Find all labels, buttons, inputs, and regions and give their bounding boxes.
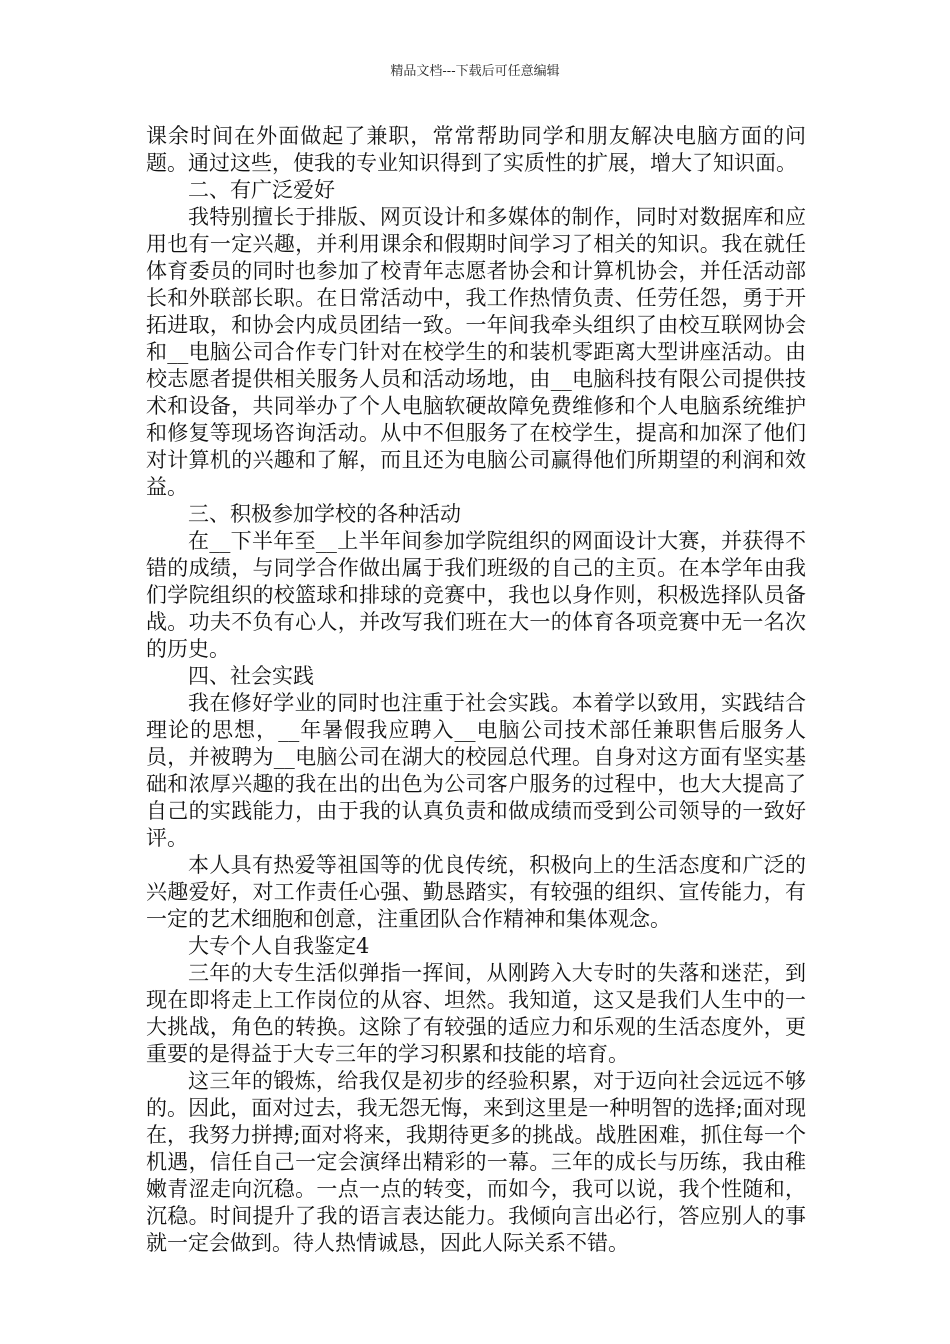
paragraph-continuation: 课余时间在外面做起了兼职，常常帮助同学和朋友解决电脑方面的问题。通过这些，使我的专业知识得到了实质性的扩展，增大了知识面。	[146, 124, 806, 175]
section-heading-self-evaluation-4: 大专个人自我鉴定4	[188, 934, 370, 958]
section-heading-school-activities: 三、积极参加学校的各种活动	[188, 502, 461, 526]
paragraph: 我在修好学业的同时也注重于社会实践。本着学以致用，实践结合理论的思想，__年暑假我应聘入__电脑公司技术部任兼职售后服务人员，并被聘为__电脑公司在湖大的校园总代理。自身对这方面有坚实基础和浓厚兴趣的我在出的出色为公司客户服务的过程中，也大大提高了自己的实践能力，由于我的认真负责和做成绩而受到公司领导的一致好评。	[146, 691, 806, 850]
section-heading-social-practice: 四、社会实践	[188, 664, 314, 688]
page-header: 精品文档---下载后可任意编辑	[390, 64, 560, 79]
paragraph: 这三年的锻炼，给我仅是初步的经验积累，对于迈向社会远远不够的。因此，面对过去，我无怨无悔，来到这里是一种明智的选择;面对现在，我努力拼搏;面对将来，我期待更多的挑战。战胜困难，抓住每一个机遇，信任自己一定会演绎出精彩的一幕。三年的成长与历练，我由稚嫩青涩走向沉稳。一点一点的转变，而如今，我可以说，我个性随和，沉稳。时间提升了我的语言表达能力。我倾向言出必行，答应别人的事就一定会做到。待人热情诚恳，因此人际关系不错。	[146, 1069, 806, 1255]
paragraph: 我特别擅长于排版、网页设计和多媒体的制作，同时对数据库和应用也有一定兴趣，并利用课余和假期时间学习了相关的知识。我在就任体育委员的同时也参加了校青年志愿者协会和计算机协会，并任活动部长和外联部长职。在日常活动中，我工作热情负责、任劳任怨，勇于开拓进取，和协会内成员团结一致。一年间我牵头组织了由校互联网协会和__电脑公司合作专门针对在校学生的和装机零距离大型讲座活动。由校志愿者提供相关服务人员和活动场地，由__电脑科技有限公司提供技术和设备，共同举办了个人电脑软硬故障免费维修和个人电脑系统维护和修复等现场咨询活动。从中不但服务了在校学生，提高和加深了他们对计算机的兴趣和了解，而且还为电脑公司赢得他们所期望的利润和效益。	[146, 205, 806, 499]
section-heading-hobbies: 二、有广泛爱好	[188, 178, 335, 202]
paragraph: 在__下半年至__上半年间参加学院组织的网面设计大赛，并获得不错的成绩，与同学合作做出属于我们班级的自己的主页。在本学年由我们学院组织的校篮球和排球的竞赛中，我也以身作则，积极选择队员备战。功夫不负有心人，并改写我们班在大一的体育各项竞赛中无一名次的历史。	[146, 529, 806, 661]
paragraph: 三年的大专生活似弹指一挥间，从刚跨入大专时的失落和迷茫，到现在即将走上工作岗位的从容、坦然。我知道，这又是我们人生中的一大挑战，角色的转换。这除了有较强的适应力和乐观的生活态度外，更重要的是得益于大专三年的学习积累和技能的培育。	[146, 961, 806, 1066]
document-body	[146, 123, 806, 1257]
paragraph: 本人具有热爱等祖国等的优良传统，积极向上的生活态度和广泛的兴趣爱好，对工作责任心强、勤恳踏实，有较强的组织、宣传能力，有一定的艺术细胞和创意，注重团队合作精神和集体观念。	[146, 853, 806, 931]
